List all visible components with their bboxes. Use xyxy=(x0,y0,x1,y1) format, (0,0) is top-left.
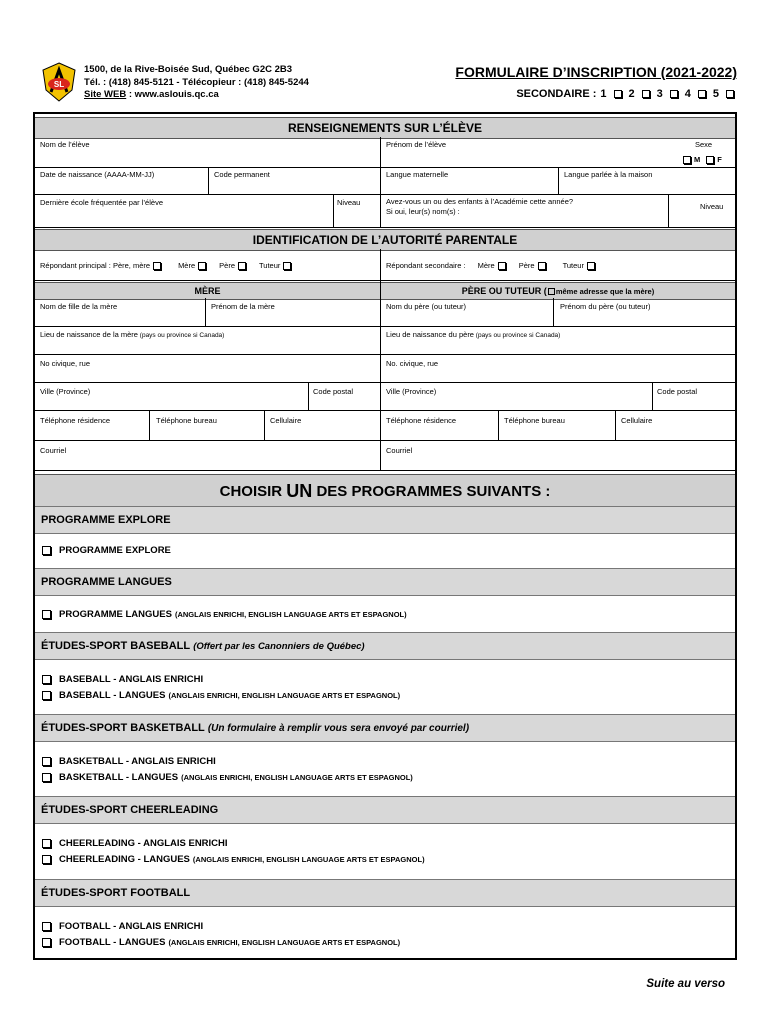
program-checkbox[interactable] xyxy=(42,675,51,684)
programs-heading-un: UN xyxy=(286,480,313,501)
program-label: BASKETBALL - ANGLAIS ENRICHI xyxy=(59,756,216,767)
section-basketball xyxy=(35,714,735,742)
lieu-mere-label: Lieu de naissance de la mère xyxy=(40,330,138,339)
prenom-pere-field[interactable]: Prénom du père (ou tuteur) xyxy=(560,302,651,311)
mere2-label: Mère xyxy=(477,261,495,270)
program-detail: (ANGLAIS ENRICHI, ENGLISH LANGUAGE ARTS ET ESPAGNOL) xyxy=(181,773,413,782)
pere-heading-label: PÈRE OU TUTEUR ( xyxy=(461,286,547,296)
website-value[interactable]: : www.aslouis.qc.ca xyxy=(126,89,219,100)
tuteur-checkbox[interactable] xyxy=(283,262,291,270)
ville-pere-field[interactable]: Ville (Province) xyxy=(386,387,437,396)
form-title: FORMULAIRE D’INSCRIPTION (2021-2022) xyxy=(455,64,737,80)
nom-eleve-field[interactable]: Nom de l’élève xyxy=(40,140,90,149)
program-option[interactable] xyxy=(42,609,407,620)
lieu-pere-hint: (pays ou province si Canada) xyxy=(473,332,561,339)
program-option[interactable] xyxy=(42,756,216,767)
sexe-f-label: F xyxy=(717,155,722,164)
phone-line: Tél. : (418) 845-5121 - Télécopieur : (418) 845-5244 xyxy=(84,76,309,88)
cellulaire-mere-field[interactable]: Cellulaire xyxy=(270,416,302,425)
repondant-principal-row xyxy=(40,261,294,270)
prenom-eleve-field[interactable]: Prénom de l’élève xyxy=(386,140,447,149)
niveau-enfants-field[interactable]: Niveau xyxy=(700,202,724,211)
pere2-label: Père xyxy=(518,261,535,270)
program-label: BASEBALL - ANGLAIS ENRICHI xyxy=(59,674,204,685)
enfants-question: Avez-vous un ou des enfants à l’Académie cette année? xyxy=(386,197,574,206)
student-section-heading: RENSEIGNEMENTS SUR L’ÉLÈVE xyxy=(35,117,735,139)
program-label: FOOTBALL - LANGUES xyxy=(59,937,166,948)
sexe-label: Sexe xyxy=(695,140,713,149)
code-permanent-field[interactable]: Code permanent xyxy=(214,170,270,179)
program-label: BASEBALL - LANGUES xyxy=(59,690,166,701)
programs-heading-a: CHOISIR xyxy=(219,482,283,500)
program-option[interactable] xyxy=(42,690,400,701)
tel-residence-mere-field[interactable]: Téléphone résidence xyxy=(40,416,111,425)
derniere-ecole-field[interactable]: Dernière école fréquentée par l’élève xyxy=(40,198,163,207)
address-block xyxy=(84,64,309,102)
program-checkbox[interactable] xyxy=(42,938,51,947)
pere-heading xyxy=(381,282,735,300)
mere2-checkbox[interactable] xyxy=(498,262,506,270)
lieu-naissance-pere-field[interactable] xyxy=(386,330,560,339)
program-checkbox[interactable] xyxy=(42,773,51,782)
suite-au-verso: Suite au verso xyxy=(646,978,725,990)
program-checkbox[interactable] xyxy=(42,610,51,619)
programs-heading xyxy=(35,474,735,508)
section-title: ÉTUDES-SPORT BASEBALL xyxy=(41,640,191,652)
section-explore xyxy=(35,506,735,534)
pere-label: Père xyxy=(219,261,235,270)
program-option[interactable] xyxy=(42,545,171,556)
nom-pere-field[interactable]: Nom du père (ou tuteur) xyxy=(386,302,467,311)
program-checkbox[interactable] xyxy=(42,546,51,555)
tuteur2-label: Tuteur xyxy=(562,261,584,270)
repondant-principal-label: Répondant principal : Père, mère xyxy=(40,261,151,270)
civique-mere-field[interactable]: No civique, rue xyxy=(40,359,91,368)
meme-adresse-label: même adresse que la mère) xyxy=(555,286,655,296)
program-option[interactable] xyxy=(42,854,425,865)
prenom-mere-field[interactable]: Prénom de la mère xyxy=(211,302,275,311)
pere2-checkbox[interactable] xyxy=(538,262,546,270)
level-3-checkbox[interactable] xyxy=(670,90,678,98)
langue-maternelle-field[interactable]: Langue maternelle xyxy=(386,170,449,179)
logo-text: SL xyxy=(53,80,65,89)
program-label: PROGRAMME EXPLORE xyxy=(59,545,171,556)
level-5: 5 xyxy=(712,88,719,100)
sexe-m-checkbox[interactable] xyxy=(683,156,691,164)
section-football xyxy=(35,879,735,907)
repondant-secondaire-row xyxy=(386,261,598,270)
program-label: CHEERLEADING - ANGLAIS ENRICHI xyxy=(59,838,228,849)
program-checkbox[interactable] xyxy=(42,839,51,848)
section-title: ÉTUDES-SPORT CHEERLEADING xyxy=(41,804,219,816)
secondaire-selector xyxy=(516,88,737,100)
lieu-mere-hint: (pays ou province si Canada) xyxy=(137,332,225,339)
program-label: BASKETBALL - LANGUES xyxy=(59,772,179,783)
program-label: PROGRAMME LANGUES xyxy=(59,609,172,620)
section-title: ÉTUDES-SPORT BASKETBALL xyxy=(41,722,205,734)
meme-adresse-checkbox[interactable] xyxy=(548,288,555,295)
program-checkbox[interactable] xyxy=(42,757,51,766)
programs-heading-c: DES PROGRAMMES SUIVANTS : xyxy=(316,482,551,500)
address-line: 1500, de la Rive-Boisée Sud, Québec G2C 2B3 xyxy=(84,64,293,75)
section-baseball xyxy=(35,632,735,660)
program-option[interactable] xyxy=(42,921,203,932)
program-option[interactable] xyxy=(42,838,228,849)
mere-label: Mère xyxy=(178,261,196,270)
program-checkbox[interactable] xyxy=(42,691,51,700)
langue-maison-field[interactable]: Langue parlée à la maison xyxy=(564,170,653,179)
niveau-field[interactable]: Niveau xyxy=(337,198,361,207)
program-option[interactable] xyxy=(42,772,413,783)
civique-pere-field[interactable]: No. civique, rue xyxy=(386,359,439,368)
section-note: (Offert par les Canonniers de Québec) xyxy=(193,640,365,652)
level-2: 2 xyxy=(628,88,635,100)
postal-pere-field[interactable]: Code postal xyxy=(657,387,698,396)
cellulaire-pere-field[interactable]: Cellulaire xyxy=(621,416,653,425)
level-2-checkbox[interactable] xyxy=(642,90,650,98)
tuteur2-checkbox[interactable] xyxy=(587,262,595,270)
sexe-f-checkbox[interactable] xyxy=(706,156,714,164)
lieu-pere-label: Lieu de naissance du père xyxy=(386,330,474,339)
level-3: 3 xyxy=(656,88,663,100)
pere-checkbox[interactable] xyxy=(238,262,246,270)
level-4-checkbox[interactable] xyxy=(698,90,706,98)
program-label: FOOTBALL - ANGLAIS ENRICHI xyxy=(59,921,204,932)
level-1: 1 xyxy=(600,88,607,100)
level-4: 4 xyxy=(684,88,691,100)
website-label: Site WEB xyxy=(84,89,127,100)
section-title: PROGRAMME EXPLORE xyxy=(41,514,171,526)
mere-checkbox[interactable] xyxy=(198,262,206,270)
pere-mere-checkbox[interactable] xyxy=(153,262,161,270)
courriel-mere-field[interactable]: Courriel xyxy=(40,446,67,455)
program-checkbox[interactable] xyxy=(42,922,51,931)
program-detail: (ANGLAIS ENRICHI, ENGLISH LANGUAGE ARTS ET ESPAGNOL) xyxy=(192,855,425,864)
courriel-pere-field[interactable]: Courriel xyxy=(386,446,413,455)
ville-mere-field[interactable]: Ville (Province) xyxy=(40,387,91,396)
school-logo xyxy=(42,62,76,102)
program-option[interactable] xyxy=(42,674,203,685)
postal-mere-field[interactable]: Code postal xyxy=(313,387,354,396)
sexe-m-label: M xyxy=(694,155,701,164)
section-title: ÉTUDES-SPORT FOOTBALL xyxy=(41,887,191,899)
program-label: CHEERLEADING - LANGUES xyxy=(59,854,190,865)
program-detail: (ANGLAIS ENRICHI, ENGLISH LANGUAGE ARTS ET ESPAGNOL) xyxy=(168,938,401,947)
parent-section-heading: IDENTIFICATION DE L’AUTORITÉ PARENTALE xyxy=(35,229,735,251)
tuteur-label: Tuteur xyxy=(259,261,281,270)
program-checkbox[interactable] xyxy=(42,855,51,864)
date-naissance-field[interactable]: Date de naissance (AAAA-MM-JJ) xyxy=(40,170,155,179)
section-title: PROGRAMME LANGUES xyxy=(41,576,172,588)
tel-bureau-pere-field[interactable]: Téléphone bureau xyxy=(504,416,565,425)
section-langues xyxy=(35,568,735,596)
tel-residence-pere-field[interactable]: Téléphone résidence xyxy=(386,416,457,425)
sexe-options xyxy=(680,155,722,164)
secondaire-label: SECONDAIRE : xyxy=(516,88,597,100)
website-line xyxy=(84,89,309,102)
program-detail: (ANGLAIS ENRICHI, ENGLISH LANGUAGE ARTS ET ESPAGNOL) xyxy=(168,691,401,700)
repondant-secondaire-label: Répondant secondaire : xyxy=(386,261,466,270)
tel-bureau-mere-field[interactable]: Téléphone bureau xyxy=(156,416,217,425)
nom-fille-mere-field[interactable]: Nom de fille de la mère xyxy=(40,302,118,311)
section-note: (Un formulaire à remplir vous sera envoyé par courriel) xyxy=(207,722,470,734)
enfants-noms-field[interactable]: Si oui, leur(s) nom(s) : xyxy=(386,207,460,216)
lieu-naissance-mere-field[interactable] xyxy=(40,330,224,339)
program-detail: (ANGLAIS ENRICHI, ENGLISH LANGUAGE ARTS ET ESPAGNOL) xyxy=(174,610,407,619)
level-1-checkbox[interactable] xyxy=(614,90,622,98)
program-option[interactable] xyxy=(42,937,400,948)
mere-heading: MÈRE xyxy=(35,282,380,300)
section-cheerleading xyxy=(35,796,735,824)
level-5-checkbox[interactable] xyxy=(726,90,734,98)
